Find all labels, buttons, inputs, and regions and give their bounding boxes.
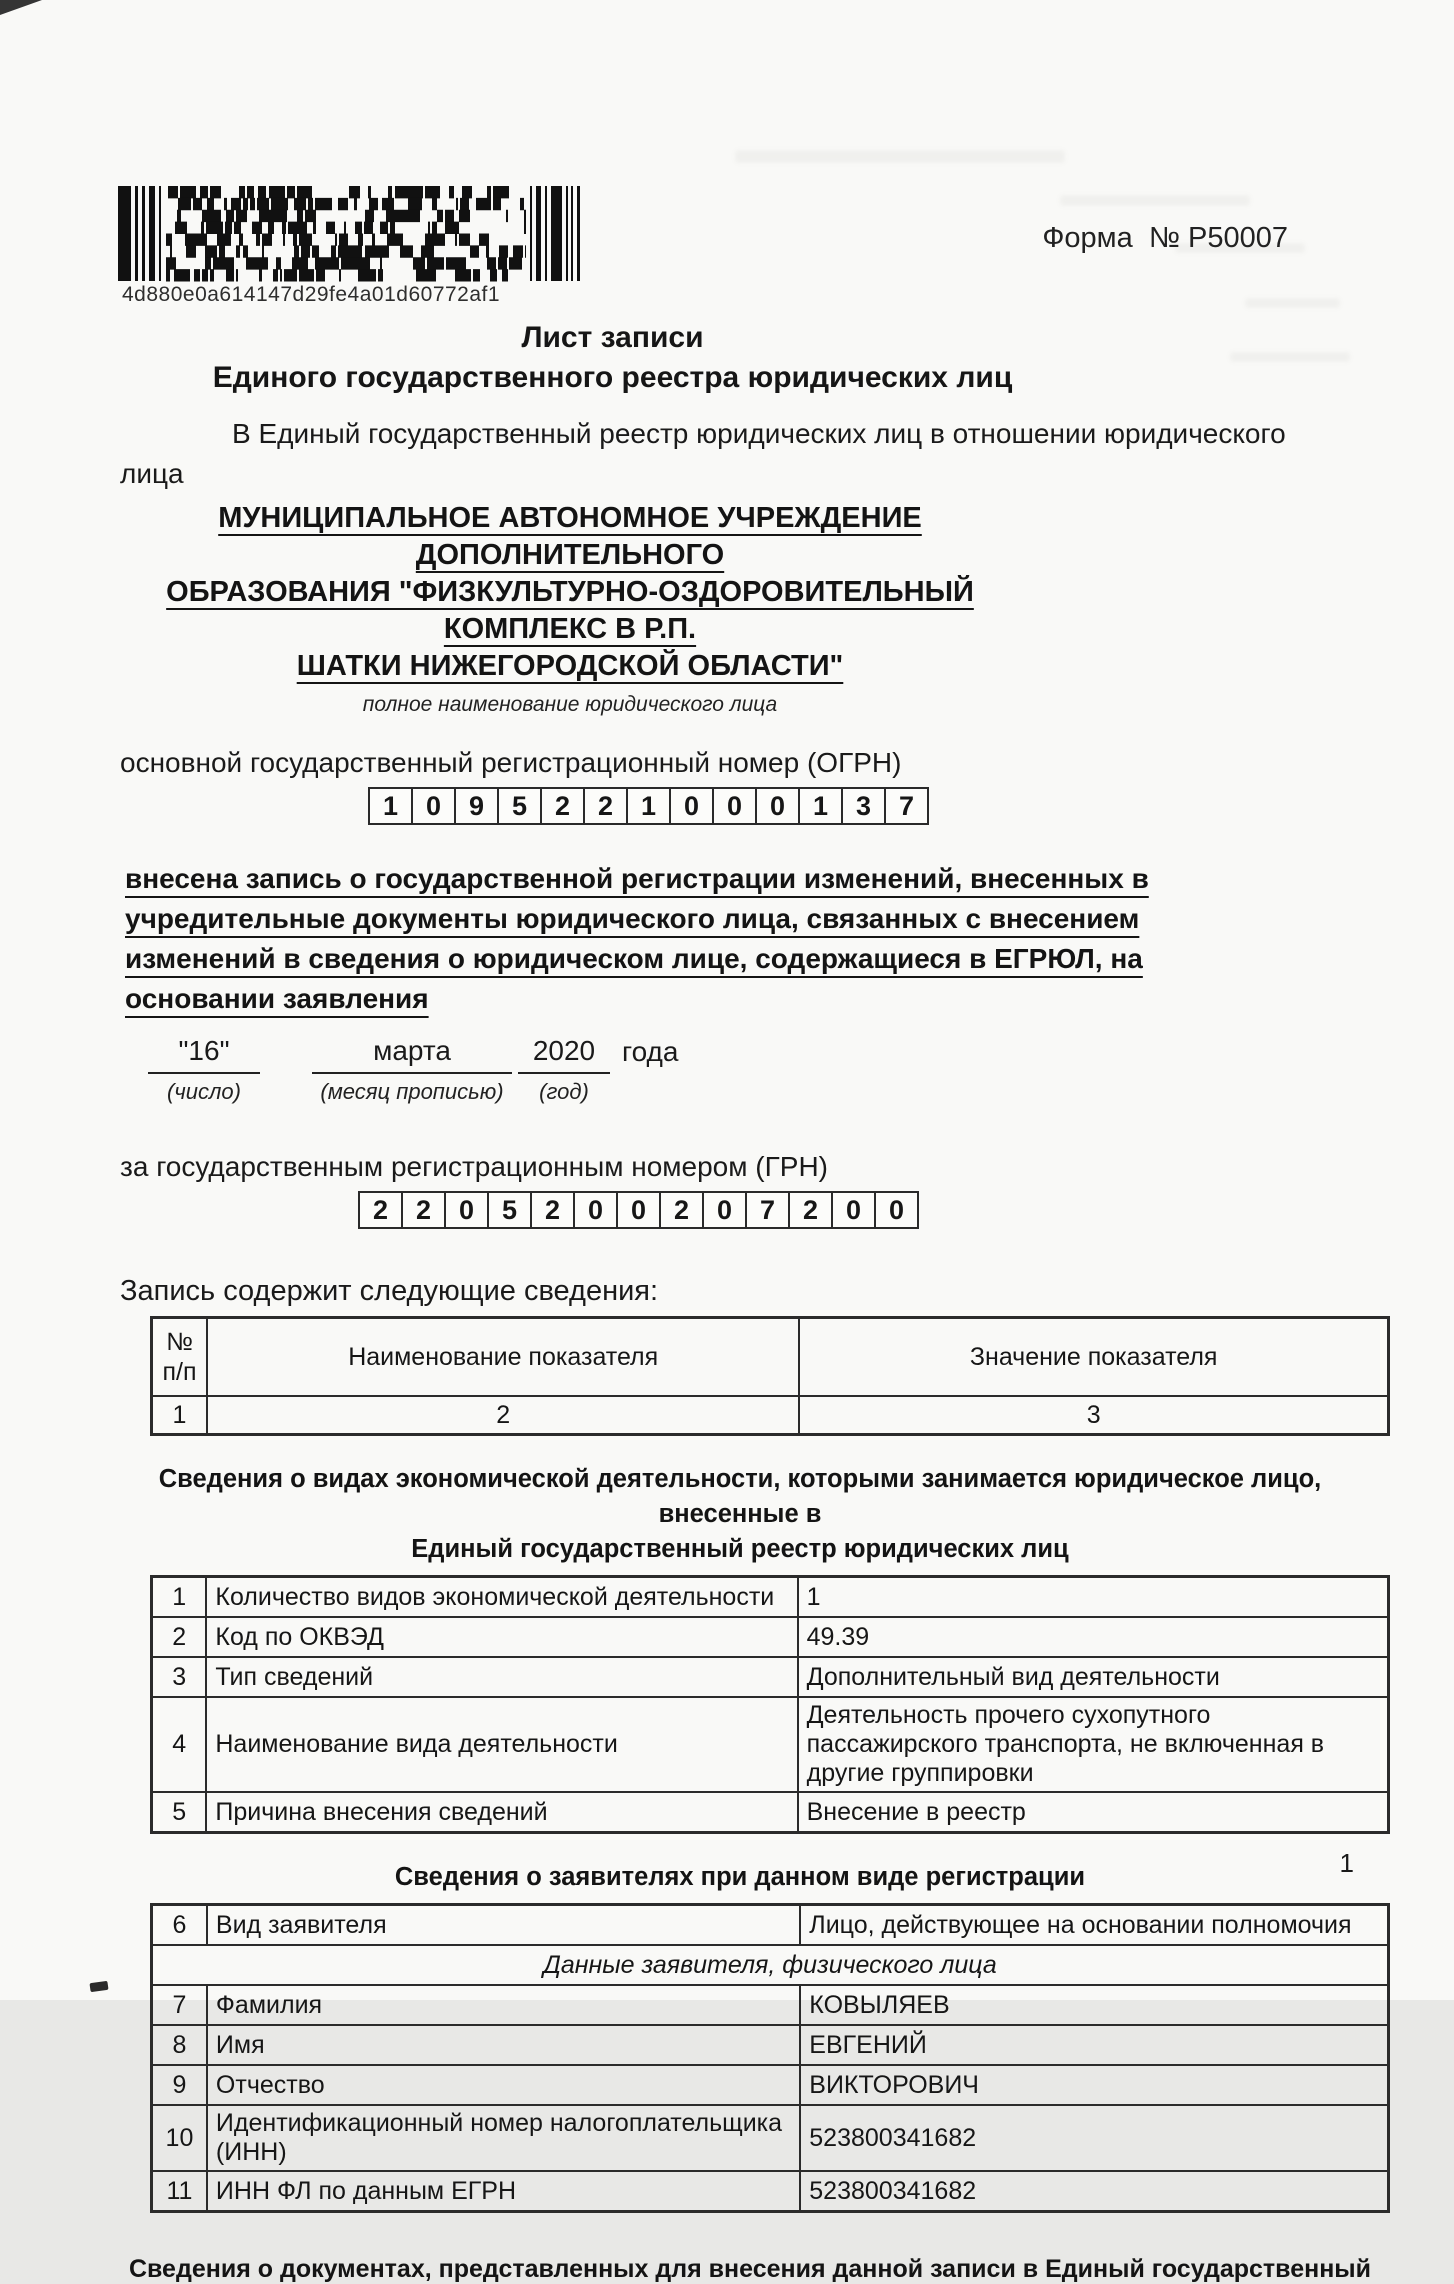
form-number-label: Форма № Р50007	[1042, 222, 1288, 254]
table-row	[152, 1905, 1389, 1946]
applicant-table	[150, 1903, 1390, 2213]
digit-cell: 0	[831, 1191, 876, 1229]
activity-heading-line2: Единый государственный реестр юридических лиц	[411, 1535, 1069, 1563]
indicator-value: 1	[798, 1577, 1389, 1618]
indicator-value: Деятельность прочего сухопутного пассажирского транспорта, не включенная в другие группировки	[798, 1697, 1389, 1792]
row-number: 10	[152, 2105, 207, 2171]
date-row	[120, 1035, 1390, 1121]
date-day-slot	[148, 1035, 260, 1105]
digit-cell: 9	[454, 787, 499, 825]
record-contents-intro: Запись содержит следующие сведения:	[120, 1275, 659, 1307]
indicator-value: ЕВГЕНИЙ	[800, 2025, 1388, 2065]
statement-line: изменений в сведения о юридическом лице, содержащиеся в ЕГРЮЛ, на	[125, 943, 1143, 974]
table-row	[152, 2025, 1389, 2065]
digit-cell: 2	[530, 1191, 575, 1229]
indicator-name: Фамилия	[207, 1985, 800, 2025]
registration-statement	[125, 859, 1390, 1019]
table-row	[152, 1792, 1389, 1833]
table-row	[152, 1985, 1389, 2025]
row-number: 1	[152, 1577, 207, 1618]
row-number: 9	[152, 2065, 207, 2105]
row-number: 8	[152, 2025, 207, 2065]
indicator-name: Количество видов экономической деятельности	[206, 1577, 797, 1618]
indicator-name: ИНН ФЛ по данным ЕГРН	[207, 2171, 800, 2212]
org-name-caption: полное наименование юридического лица	[362, 693, 778, 716]
date-year-slot	[518, 1035, 610, 1105]
activity-section-heading	[120, 1462, 1360, 1567]
header-col-num	[152, 1318, 208, 1397]
scan-edge-artifact	[89, 1981, 108, 1992]
title-line1: Лист записи	[521, 321, 704, 354]
digit-cell: 2	[659, 1191, 704, 1229]
header-num-line1: №	[166, 1328, 193, 1356]
digit-cell: 0	[444, 1191, 489, 1229]
column-number-row	[152, 1396, 1389, 1435]
footer-section-text: Сведения о документах, представленных для внесения данной записи в Единый государственный	[128, 2255, 1372, 2283]
indicator-value: КОВЫЛЯЕВ	[800, 1985, 1388, 2025]
document-title	[120, 318, 1105, 398]
bleedthrough-artifact	[735, 150, 1065, 163]
header-col-value: Значение показателя	[799, 1318, 1388, 1397]
row-number: 6	[152, 1905, 207, 1946]
applicant-section-heading: Сведения о заявителях при данном виде регистрации	[394, 1863, 1086, 1891]
org-name-line1: МУНИЦИПАЛЬНОЕ АВТОНОМНОЕ УЧРЕЖДЕНИЕ ДОПОЛНИТЕЛЬНОГО	[218, 502, 922, 571]
digit-cell: 0	[874, 1191, 919, 1229]
table-row	[152, 1617, 1389, 1657]
date-year-suffix: года	[622, 1036, 679, 1067]
col-number-1: 1	[152, 1396, 208, 1435]
header-num-line2: п/п	[162, 1358, 197, 1386]
org-name-line2: ОБРАЗОВАНИЯ "ФИЗКУЛЬТУРНО-ОЗДОРОВИТЕЛЬНЫЙ КОМПЛЕКС В Р.П.	[166, 576, 974, 645]
table-row	[152, 1945, 1389, 1985]
indicator-value: Внесение в реестр	[798, 1792, 1389, 1833]
indicator-value: 49.39	[798, 1617, 1389, 1657]
digit-cell: 0	[755, 787, 800, 825]
merged-row-label: Данные заявителя, физического лица	[152, 1945, 1389, 1985]
indicator-value: ВИКТОРОВИЧ	[800, 2065, 1388, 2105]
row-number: 2	[152, 1617, 207, 1657]
digit-cell: 2	[788, 1191, 833, 1229]
digit-cell: 7	[884, 787, 929, 825]
activity-table	[150, 1575, 1390, 1834]
date-year-label: (год)	[539, 1079, 589, 1104]
bleedthrough-artifact	[1060, 195, 1250, 206]
pdf417-barcode	[118, 186, 588, 281]
digit-cell: 7	[745, 1191, 790, 1229]
row-number: 7	[152, 1985, 207, 2025]
activity-heading-line1: Сведения о видах экономической деятельности, которыми занимается юридическое лицо, внесенные в	[158, 1465, 1322, 1528]
indicator-value: Дополнительный вид деятельности	[798, 1657, 1389, 1697]
digit-cell: 0	[702, 1191, 747, 1229]
intro-line1: В Единый государственный реестр юридических лиц в отношении юридического	[232, 418, 1286, 449]
table-row	[152, 1577, 1389, 1618]
digit-cell: 2	[583, 787, 628, 825]
grn-label: за государственным регистрационным номером (ГРН)	[120, 1151, 828, 1182]
row-number: 11	[152, 2171, 207, 2212]
row-number: 4	[152, 1697, 207, 1792]
row-number: 3	[152, 1657, 207, 1697]
digit-cell: 0	[616, 1191, 661, 1229]
indicator-name: Наименование вида деятельности	[206, 1697, 797, 1792]
page-number: 1	[1339, 1848, 1354, 1878]
digit-cell: 5	[497, 787, 542, 825]
table-row	[152, 1657, 1389, 1697]
statement-line: учредительные документы юридического лица, связанных с внесением	[125, 903, 1140, 934]
table-row	[152, 2171, 1389, 2212]
date-month-slot	[312, 1035, 512, 1105]
grn-digit-boxes	[358, 1191, 1390, 1229]
indicator-value: Лицо, действующее на основании полномочия	[800, 1905, 1388, 1946]
indicator-name: Имя	[207, 2025, 800, 2065]
org-name-line3: ШАТКИ НИЖЕГОРОДСКОЙ ОБЛАСТИ"	[296, 650, 844, 682]
digit-cell: 3	[841, 787, 886, 825]
table-row	[152, 2065, 1389, 2105]
indicator-value: 523800341682	[800, 2171, 1388, 2212]
document-body	[120, 318, 1390, 2284]
date-day-value: "16"	[148, 1035, 260, 1074]
digit-cell: 2	[401, 1191, 446, 1229]
indicator-name: Отчество	[207, 2065, 800, 2105]
date-month-label: (месяц прописью)	[320, 1079, 504, 1104]
indicator-name: Идентификационный номер налогоплательщика (ИНН)	[207, 2105, 800, 2171]
digit-cell: 1	[626, 787, 671, 825]
title-line2: Единого государственного реестра юридических лиц	[212, 361, 1013, 394]
indicator-name: Причина внесения сведений	[206, 1792, 797, 1833]
ogrn-digit-boxes	[368, 787, 1390, 825]
header-col-name: Наименование показателя	[207, 1318, 799, 1397]
intro-paragraph	[120, 414, 1390, 494]
digit-cell: 0	[573, 1191, 618, 1229]
date-year-value: 2020	[518, 1035, 610, 1074]
table-row	[152, 2105, 1389, 2171]
digit-cell: 5	[487, 1191, 532, 1229]
indicator-name: Тип сведений	[206, 1657, 797, 1697]
scan-corner-artifact	[0, 0, 42, 15]
indicator-name: Код по ОКВЭД	[206, 1617, 797, 1657]
statement-line: основании заявления	[125, 983, 429, 1014]
date-day-label: (число)	[167, 1079, 241, 1104]
row-number: 5	[152, 1792, 207, 1833]
intro-line2: лица	[120, 458, 184, 489]
col-number-2: 2	[207, 1396, 799, 1435]
indicator-value: 523800341682	[800, 2105, 1388, 2171]
digit-cell: 0	[411, 787, 456, 825]
bleedthrough-artifact	[1245, 298, 1340, 308]
header-row	[152, 1318, 1389, 1397]
barcode-hash-text: 4d880e0a614147d29fe4a01d60772af1	[122, 283, 501, 306]
col-number-3: 3	[799, 1396, 1388, 1435]
digit-cell: 1	[368, 787, 413, 825]
indicator-name: Вид заявителя	[207, 1905, 800, 1946]
digit-cell: 2	[540, 787, 585, 825]
table-row	[152, 1697, 1389, 1792]
digit-cell: 1	[798, 787, 843, 825]
organization-name	[120, 500, 1020, 685]
date-month-value: марта	[312, 1035, 512, 1074]
statement-line: внесена запись о государственной регистрации изменений, внесенных в	[125, 863, 1149, 894]
ogrn-label: основной государственный регистрационный номер (ОГРН)	[120, 747, 902, 778]
indicators-header-table	[150, 1316, 1390, 1436]
digit-cell: 0	[669, 787, 714, 825]
digit-cell: 2	[358, 1191, 403, 1229]
digit-cell: 0	[712, 787, 757, 825]
